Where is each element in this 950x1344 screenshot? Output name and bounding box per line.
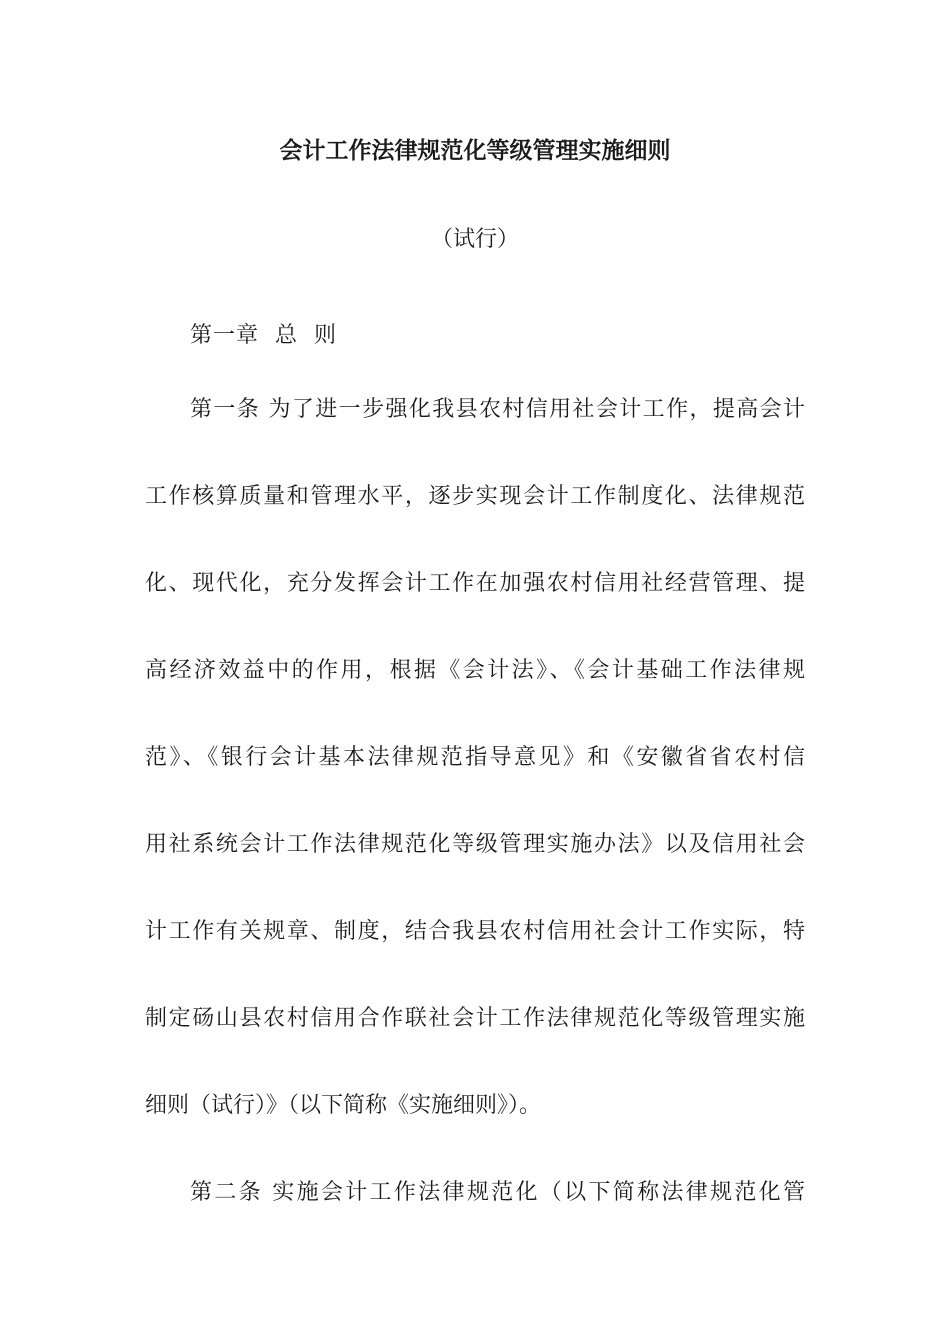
document-subtitle: （试行） bbox=[430, 227, 519, 252]
article-2-line: 第二条 实施会计工作法律规范化（以下简称法律规范化管 bbox=[190, 1180, 805, 1205]
article-1-line: 化、现代化，充分发挥会计工作在加强农村信用社经营管理、提 bbox=[145, 571, 805, 596]
chapter-heading: 第一章 总 则 bbox=[190, 323, 337, 348]
document-title: 会计工作法律规范化等级管理实施细则 bbox=[279, 138, 671, 164]
article-1-line: 用社系统会计工作法律规范化等级管理实施办法》以及信用社会 bbox=[145, 832, 805, 857]
article-1-line: 第一条 为了进一步强化我县农村信用社会计工作，提高会计 bbox=[190, 397, 805, 422]
article-2 bbox=[145, 1149, 805, 1236]
article-1-line: 高经济效益中的作用，根据《会计法》、《会计基础工作法律规 bbox=[145, 658, 805, 683]
article-1 bbox=[145, 366, 805, 1149]
article-1-line: 计工作有关规章、制度，结合我县农村信用社会计工作实际，特 bbox=[145, 919, 805, 944]
article-1-line: 工作核算质量和管理水平，逐步实现会计工作制度化、法律规范 bbox=[145, 484, 805, 509]
article-1-line: 制定砀山县农村信用合作联社会计工作法律规范化等级管理实施 bbox=[145, 1006, 805, 1031]
article-1-line: 范》、《银行会计基本法律规范指导意见》和《安徽省省农村信 bbox=[145, 745, 805, 770]
article-1-line: 细则（试行）》（以下简称《实施细则》）。 bbox=[145, 1093, 542, 1118]
